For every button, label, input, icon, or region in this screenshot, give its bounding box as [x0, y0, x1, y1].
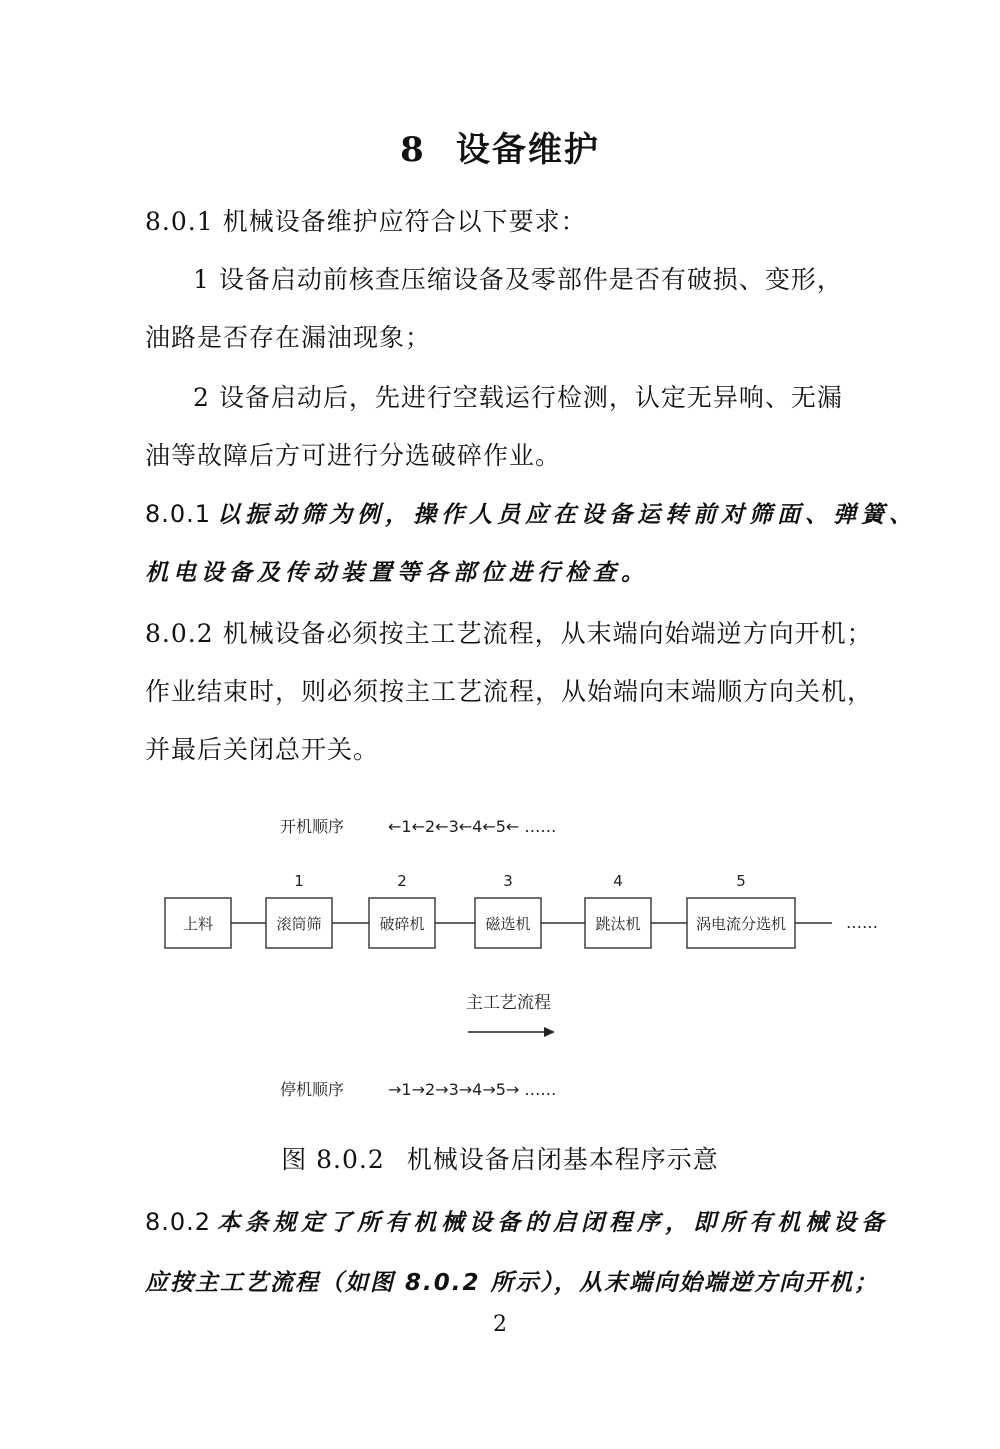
chain-continuation: …… [846, 913, 878, 932]
main-flow-arrowhead [544, 1027, 555, 1037]
start-order-label: 开机顺序 [280, 817, 345, 836]
item-1-line-2: 油路是否存在漏油现象； [145, 323, 432, 352]
clause-801 [145, 202, 587, 238]
equipment-number: 3 [503, 872, 513, 890]
note-801-line-2: 机电设备及传动装置等各部位进行检查。 [145, 560, 649, 586]
equipment-label: 跳汰机 [595, 915, 641, 933]
note-number: 8.0.2 [145, 1208, 212, 1236]
start-order-sequence: ←1←2←3←4←5← …… [388, 817, 557, 836]
stop-order-sequence: →1→2→3→4→5→ …… [388, 1080, 557, 1099]
note-text: 本条规定了所有机械设备的启闭程序，即所有机械设备 [217, 1210, 890, 1236]
equipment-label: 上料 [182, 915, 214, 933]
note-801-line-1 [145, 496, 917, 529]
stop-order-label: 停机顺序 [280, 1080, 345, 1099]
note-number: 8.0.1 [145, 500, 212, 528]
equipment-label: 磁选机 [485, 915, 531, 933]
clause-802-line-3: 并最后关闭总开关。 [145, 735, 380, 764]
equipment-number: 1 [294, 872, 304, 890]
startup-sequence-diagram [0, 800, 1000, 1110]
note-802-line-1 [145, 1204, 889, 1237]
note-802-line-2: 应按主工艺流程（如图 8.0.2 所示），从末端向始端逆方向开机； [145, 1270, 879, 1296]
section-heading [0, 122, 1000, 171]
page-number: 2 [493, 1312, 507, 1337]
equipment-label: 涡电流分选机 [695, 915, 787, 933]
item-2-line-1: 2 设备启动后，先进行空载运行检测，认定无异响、无漏 [193, 383, 843, 412]
equipment-number: 4 [613, 872, 623, 890]
clause-802-line-2: 作业结束时，则必须按主工艺流程，从始端向末端顺方向关机， [145, 677, 874, 706]
equipment-number: 5 [736, 872, 746, 890]
clause-number: 8.0.2 [145, 619, 214, 648]
item-2-line-2: 油等故障后方可进行分选破碎作业。 [145, 441, 562, 470]
main-flow-label: 主工艺流程 [466, 993, 551, 1013]
equipment-label: 破碎机 [379, 915, 425, 933]
equipment-number: 2 [397, 872, 407, 890]
section-number: 8 [400, 130, 426, 170]
equipment-chain [165, 872, 832, 948]
section-title: 设备维护 [455, 130, 600, 170]
clause-text: 机械设备维护应符合以下要求： [222, 207, 587, 236]
clause-number: 8.0.1 [145, 207, 214, 236]
figure-number: 图 8.0.2 [281, 1145, 385, 1174]
clause-text: 机械设备必须按主工艺流程，从末端向始端逆方向开机； [222, 619, 873, 648]
note-text: 以振动筛为例，操作人员应在设备运转前对筛面、弹簧、 [217, 502, 918, 528]
equipment-label: 滚筒筛 [276, 915, 322, 933]
figure-caption [0, 1140, 1000, 1176]
clause-802-line-1 [145, 614, 873, 650]
item-1-line-1: 1 设备启动前核查压缩设备及零部件是否有破损、变形， [193, 265, 843, 294]
figure-title: 机械设备启闭基本程序示意 [406, 1145, 719, 1174]
